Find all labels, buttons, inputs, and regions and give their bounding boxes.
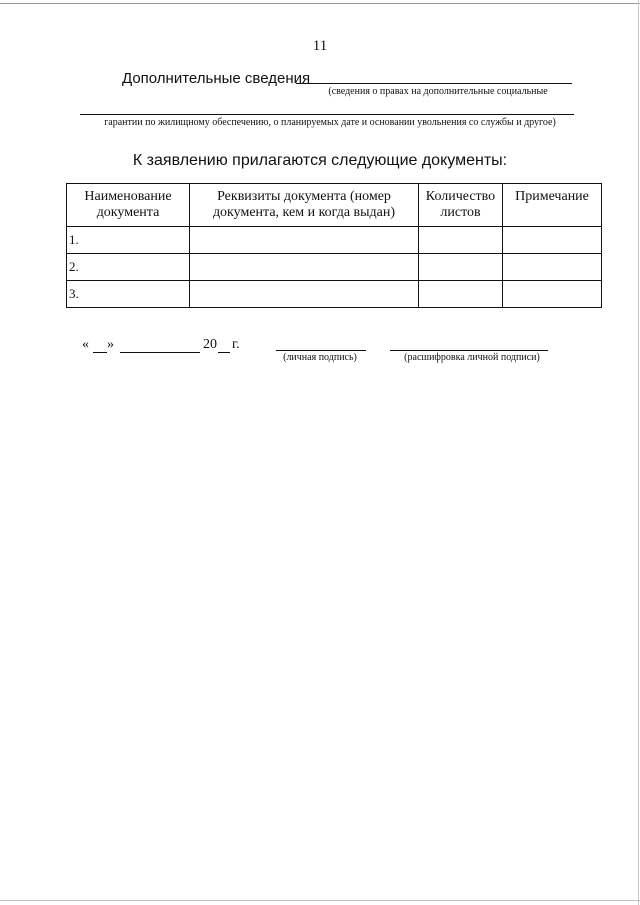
date-month-fill-line[interactable] — [120, 352, 200, 353]
scan-right-edge-line — [638, 0, 639, 905]
date-year-prefix: 20 — [203, 337, 217, 352]
row-number-cell[interactable]: 3. — [67, 281, 190, 308]
additional-info-fill-line-2[interactable] — [80, 114, 574, 115]
date-day-fill-line[interactable] — [93, 352, 107, 353]
table-row — [67, 227, 602, 254]
additional-info-fill-line[interactable] — [296, 83, 572, 84]
additional-info-label: Дополнительные сведения — [122, 70, 311, 87]
date-quote-open: « — [82, 337, 89, 352]
document-details-cell[interactable] — [190, 254, 419, 281]
signature-decode-label: (расшифровка личной подписи) — [404, 352, 540, 363]
attachments-table — [66, 183, 602, 308]
signature-label: (личная подпись) — [283, 352, 357, 363]
signature-decode-fill-line[interactable] — [390, 350, 548, 351]
document-details-cell[interactable] — [190, 227, 419, 254]
table-row — [67, 281, 602, 308]
table-row — [67, 254, 602, 281]
note-cell[interactable] — [503, 254, 602, 281]
header-note: Примечание — [503, 184, 602, 227]
header-sheet-count: Количество листов — [419, 184, 503, 227]
page-number: 11 — [312, 38, 328, 54]
date-year-suffix: г. — [232, 337, 240, 352]
document-details-cell[interactable] — [190, 281, 419, 308]
date-year-fill-line[interactable] — [218, 352, 230, 353]
signature-fill-line[interactable] — [276, 350, 366, 351]
row-number-cell[interactable]: 2. — [67, 254, 190, 281]
header-document-details: Реквизиты документа (номер документа, кем и когда выдан) — [190, 184, 419, 227]
scan-bottom-edge-line — [0, 900, 640, 901]
row-number-cell[interactable]: 1. — [67, 227, 190, 254]
header-document-name: Наименование документа — [67, 184, 190, 227]
sheet-count-cell[interactable] — [419, 281, 503, 308]
note-cell[interactable] — [503, 227, 602, 254]
sheet-count-cell[interactable] — [419, 254, 503, 281]
attachments-heading: К заявлению прилагаются следующие документы: — [132, 152, 508, 169]
scan-top-edge-line — [0, 3, 640, 4]
date-quote-close: » — [107, 337, 114, 352]
additional-info-hint-line1: (сведения о правах на дополнительные социальные — [328, 86, 548, 97]
table-header-row — [67, 184, 602, 227]
note-cell[interactable] — [503, 281, 602, 308]
sheet-count-cell[interactable] — [419, 227, 503, 254]
additional-info-hint-line2: гарантии по жилищному обеспечению, о планируемых дате и основании увольнения со службы и другое) — [104, 117, 556, 128]
